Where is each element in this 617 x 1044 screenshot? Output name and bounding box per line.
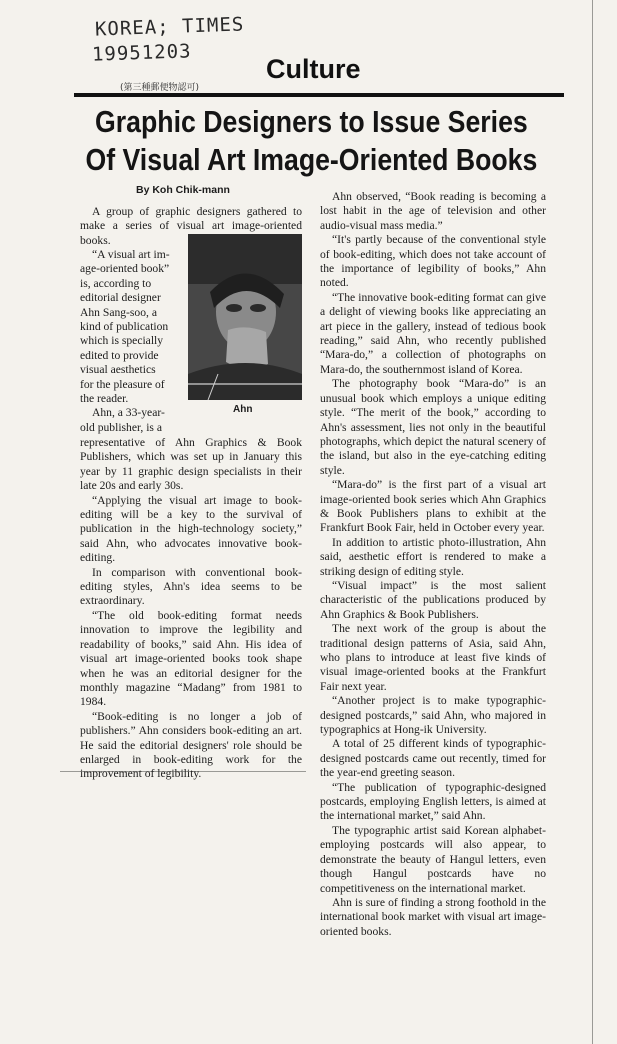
body-paragraph: “The innovative book-editing format can give a delight of viewing books like appreciating an art piece in the gallery, instead of tedious book reading,” said Ahn, who recently published “Mara-do,” a collection of photographs on Mara-do, the southernmost island of Korea. bbox=[320, 290, 546, 376]
header-rule bbox=[74, 93, 564, 97]
headline-line-2: Of Visual Art Image-Oriented Books bbox=[85, 142, 538, 177]
body-paragraph: In addition to artistic photo-illustration, Ahn said, aesthetic effort is rendered to make a striking design of editing style. bbox=[320, 535, 546, 578]
portrait-image bbox=[188, 234, 302, 400]
wrap-line: for the pleasure of bbox=[80, 377, 165, 391]
postal-stamp: (第三種郵便物認可) bbox=[120, 83, 200, 93]
wrap-line: edited to provide bbox=[80, 348, 159, 362]
body-paragraph: Ahn observed, “Book reading is becoming a lost habit in the age of television and other audio-visual mass media.” bbox=[320, 190, 546, 232]
wrap-line: “A visual art im- bbox=[92, 248, 170, 261]
byline: By Koh Chik-mann bbox=[136, 184, 230, 196]
clipping-right-edge bbox=[592, 0, 593, 1044]
body-paragraph: “Visual impact” is the most salient characteristic of the publications produced by Ahn Graphics & Book Publishers. bbox=[320, 578, 546, 621]
wrap-line: kind of publication bbox=[80, 320, 169, 334]
column-two-body bbox=[320, 190, 546, 939]
lead-text: A group of graphic designers gathered to make a series of visual art image-oriented books. bbox=[80, 205, 302, 247]
photo-caption: Ahn bbox=[233, 404, 253, 415]
body-paragraph: representative of Ahn Graphics & Book Publishers, which was set up in January this year by 11 graphic design specialists in their late 20s and early 30s. bbox=[80, 436, 302, 493]
headline-line-1: Graphic Designers to Issue Series bbox=[95, 104, 528, 139]
wrap-line: which is specially bbox=[80, 334, 164, 348]
wrap-line: the reader. bbox=[80, 392, 129, 406]
handwritten-source: KOREA; TIMES bbox=[94, 13, 245, 41]
body-paragraph: “It's partly because of the conventional style of book-editing, which does not take account of the importance of legibility of books,” Ahn noted. bbox=[320, 233, 546, 290]
body-paragraph: “Mara-do” is the first part of a visual art image-oriented book series which Ahn Graphics & Book Publishers plans to exhibit at the Frankfurt Book Fair, held in October every year. bbox=[320, 478, 546, 535]
body-paragraph: Ahn is sure of finding a strong foothold in the international book market with visual art image-oriented books. bbox=[320, 895, 546, 938]
body-paragraph: “Applying the visual art image to book-editing will be a key to the survival of publication in the high-technology society,” said Ahn, who advocates innovative book-editing. bbox=[80, 493, 302, 565]
wrap-line: visual aesthetics bbox=[80, 363, 156, 377]
body-paragraph: In comparison with conventional book-editing styles, Ahn's idea seems to be extraordinary. bbox=[80, 565, 302, 608]
wrap-line: Ahn, a 33-year- bbox=[92, 406, 165, 420]
section-title: Culture bbox=[266, 54, 361, 84]
wrap-line: Ahn Sang-soo, a bbox=[80, 305, 157, 319]
body-paragraph: “The publication of typographic-designed postcards, employing English letters, is aimed at the international market,” said Ahn. bbox=[320, 780, 546, 823]
body-paragraph: The next work of the group is about the traditional design patterns of Asia, said Ahn, who plans to introduce at least five kinds of visual image-oriented books at the Frankfurt Fair next year. bbox=[320, 622, 546, 693]
wrap-line: is, according to bbox=[80, 276, 152, 290]
handwritten-date: 19951203 bbox=[91, 40, 192, 66]
body-paragraph: A total of 25 different kinds of typographic-designed postcards came out recently, timed for the year-end greeting season. bbox=[320, 737, 546, 780]
body-paragraph: “Book-editing is no longer a job of publishers.” Ahn considers book-editing an art. He said the editorial designers' role should be enlarged in book-editing work for the improvement of legibility. bbox=[80, 709, 302, 781]
body-paragraph: “Another project is to make typographic-designed postcards,” said Ahn, who majored in typographics at Hong-ik University. bbox=[320, 694, 546, 737]
photo-wrap-text bbox=[80, 248, 184, 435]
wrap-line: editorial designer bbox=[80, 291, 161, 305]
body-paragraph: The photography book “Mara-do” is an unusual book which employs a unique editing style. “The merit of the book,” according to Ahn's assessment, lies not only in the beautiful photographs, which depict the natural scenery of the island, but also in the eye-catching editing style. bbox=[320, 377, 546, 477]
ahn-portrait-photo bbox=[188, 234, 302, 400]
wrap-line: age-oriented book” bbox=[80, 262, 170, 276]
wrap-line: old publisher, is a bbox=[80, 420, 162, 434]
body-paragraph: The typographic artist said Korean alphabet-employing postcards will also appear, to demonstrate the beauty of Hangul letters, even though Hangul postcards have no competitiveness on the international market. bbox=[320, 823, 546, 895]
column-one-body bbox=[80, 436, 302, 782]
body-paragraph: “The old book-editing format needs innovation to improve the legibility and readability of books,” said Ahn. His idea of visual art image-oriented books took shape when he was an editorial designer for the monthly magazine “Madang” from 1981 to 1984. bbox=[80, 608, 302, 709]
